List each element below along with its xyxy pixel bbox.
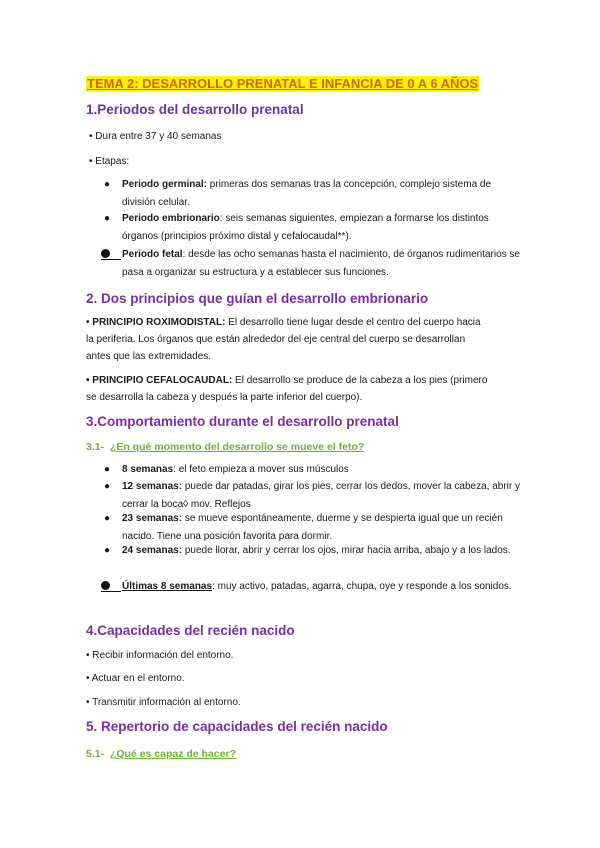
item-label: Últimas 8 semanas xyxy=(122,581,213,592)
principle-label: • PRINCIPIO ROXIMODISTAL: xyxy=(86,317,226,328)
section-1-heading: 1.Periodos del desarrollo prenatal xyxy=(86,102,304,117)
subsection-5-1-heading xyxy=(86,747,236,761)
section-4-heading: 4.Capacidades del recién nacido xyxy=(86,623,295,638)
list-item-fetal xyxy=(122,246,522,281)
item-label: Periodo embrionario xyxy=(122,213,220,224)
item-text: puede dar patadas, girar los pies, cerrar los dedos, mover la cabeza, abrir y cerrar la boca◊ mov. Reflejos xyxy=(122,481,520,510)
bullet-dot: ● xyxy=(104,179,111,190)
document-title: TEMA 2: DESARROLLO PRENATAL E INFANCIA DE 0 A 6 AÑOS xyxy=(87,76,479,91)
s1-bullet-duration: • Dura entre 37 y 40 semanas xyxy=(89,131,222,142)
item-text: : seis semanas siguientes, empiezan a formarse los distintos órganos (principios próximo distal y cefalocaudal**). xyxy=(122,213,489,242)
item-label: 24 semanas: xyxy=(122,545,183,556)
s4-bullet-transmitir: • Transmitir información al entorno. xyxy=(86,697,241,708)
item-label: 12 semanas: xyxy=(122,481,183,492)
principio-proximodistal-line3: antes que las extremidades. xyxy=(86,351,212,362)
principio-cefalocaudal-line1 xyxy=(86,372,516,389)
item-label: Periodo germinal: xyxy=(122,179,208,190)
bullet-dot: ● xyxy=(104,513,111,524)
bullet-dot: ● xyxy=(104,464,111,475)
principio-proximodistal-line1 xyxy=(86,314,516,331)
item-text: : desde las ocho semanas hasta el nacimiento, de órganos rudimentarios se pasa a organizar su estructura y a establecer sus funciones. xyxy=(122,249,520,278)
bullet-dot: ● xyxy=(104,545,111,556)
bullet-dot: ● xyxy=(104,213,111,224)
principio-cefalocaudal-line2: se desarrolla la cabeza y después la parte inferior del cuerpo). xyxy=(86,392,363,403)
bullet-underline xyxy=(101,259,121,260)
list-item-24-semanas xyxy=(122,542,522,560)
section-2-heading: 2. Dos principios que guían el desarrollo embrionario xyxy=(86,291,429,306)
sub-number: 5.1- xyxy=(86,748,105,760)
item-text: : el feto empieza a mover sus músculos xyxy=(173,464,349,475)
item-label: 8 semanas xyxy=(122,464,174,475)
sub-title: ¿En qué momento del desarrollo se mueve el feto? xyxy=(109,441,365,453)
item-text: : muy activo, patadas, agarra, chupa, oye y responde a los sonidos. xyxy=(212,581,512,592)
s4-bullet-actuar: • Actuar en el entorno. xyxy=(86,673,185,684)
item-text: primeras dos semanas tras la concepción, complejo sistema de división celular. xyxy=(122,179,492,208)
principio-proximodistal-line2: la periferia. Los órganos que están alrededor del eje central del cuerpo se desarrollan xyxy=(86,334,466,345)
bullet-underline xyxy=(101,591,121,592)
item-label: 23 semanas: xyxy=(122,513,183,524)
list-item-23-semanas xyxy=(122,510,522,545)
list-item-12-semanas xyxy=(122,478,522,513)
section-3-heading: 3.Comportamiento durante el desarrollo prenatal xyxy=(86,414,399,429)
list-item-8-semanas xyxy=(122,461,522,479)
big-bullet-icon xyxy=(101,249,110,258)
principle-label: • PRINCIPIO CEFALOCAUDAL: xyxy=(86,375,233,386)
sub-number: 3.1- xyxy=(86,441,105,453)
s1-bullet-stages: • Etapas: xyxy=(89,156,130,167)
item-label: Periodo fetal xyxy=(122,249,183,260)
item-text: se mueve espontáneamente, duerme y se despierta igual que un recién nacido. Tiene una posición favorita para dormir. xyxy=(122,513,503,542)
sub-title: ¿Qué es capaz de hacer? xyxy=(109,748,236,760)
list-item-germinal xyxy=(122,176,522,211)
list-item-ultimas-8-semanas xyxy=(122,578,522,596)
s4-bullet-recibir: • Recibir información del entorno. xyxy=(86,650,234,661)
section-5-heading: 5. Repertorio de capacidades del recién nacido xyxy=(86,719,388,734)
principle-text: El desarrollo se produce de la cabeza a los pies (primero xyxy=(232,375,488,386)
list-item-embrionario xyxy=(122,210,522,245)
subsection-3-1-heading xyxy=(86,440,364,454)
principle-text: El desarrollo tiene lugar desde el centro del cuerpo hacia xyxy=(225,317,481,328)
bullet-dot: ● xyxy=(104,481,111,492)
big-bullet-icon xyxy=(101,581,110,590)
item-text: puede llorar, abrir y cerrar los ojos, mirar hacia arriba, abajo y a los lados. xyxy=(182,545,511,556)
